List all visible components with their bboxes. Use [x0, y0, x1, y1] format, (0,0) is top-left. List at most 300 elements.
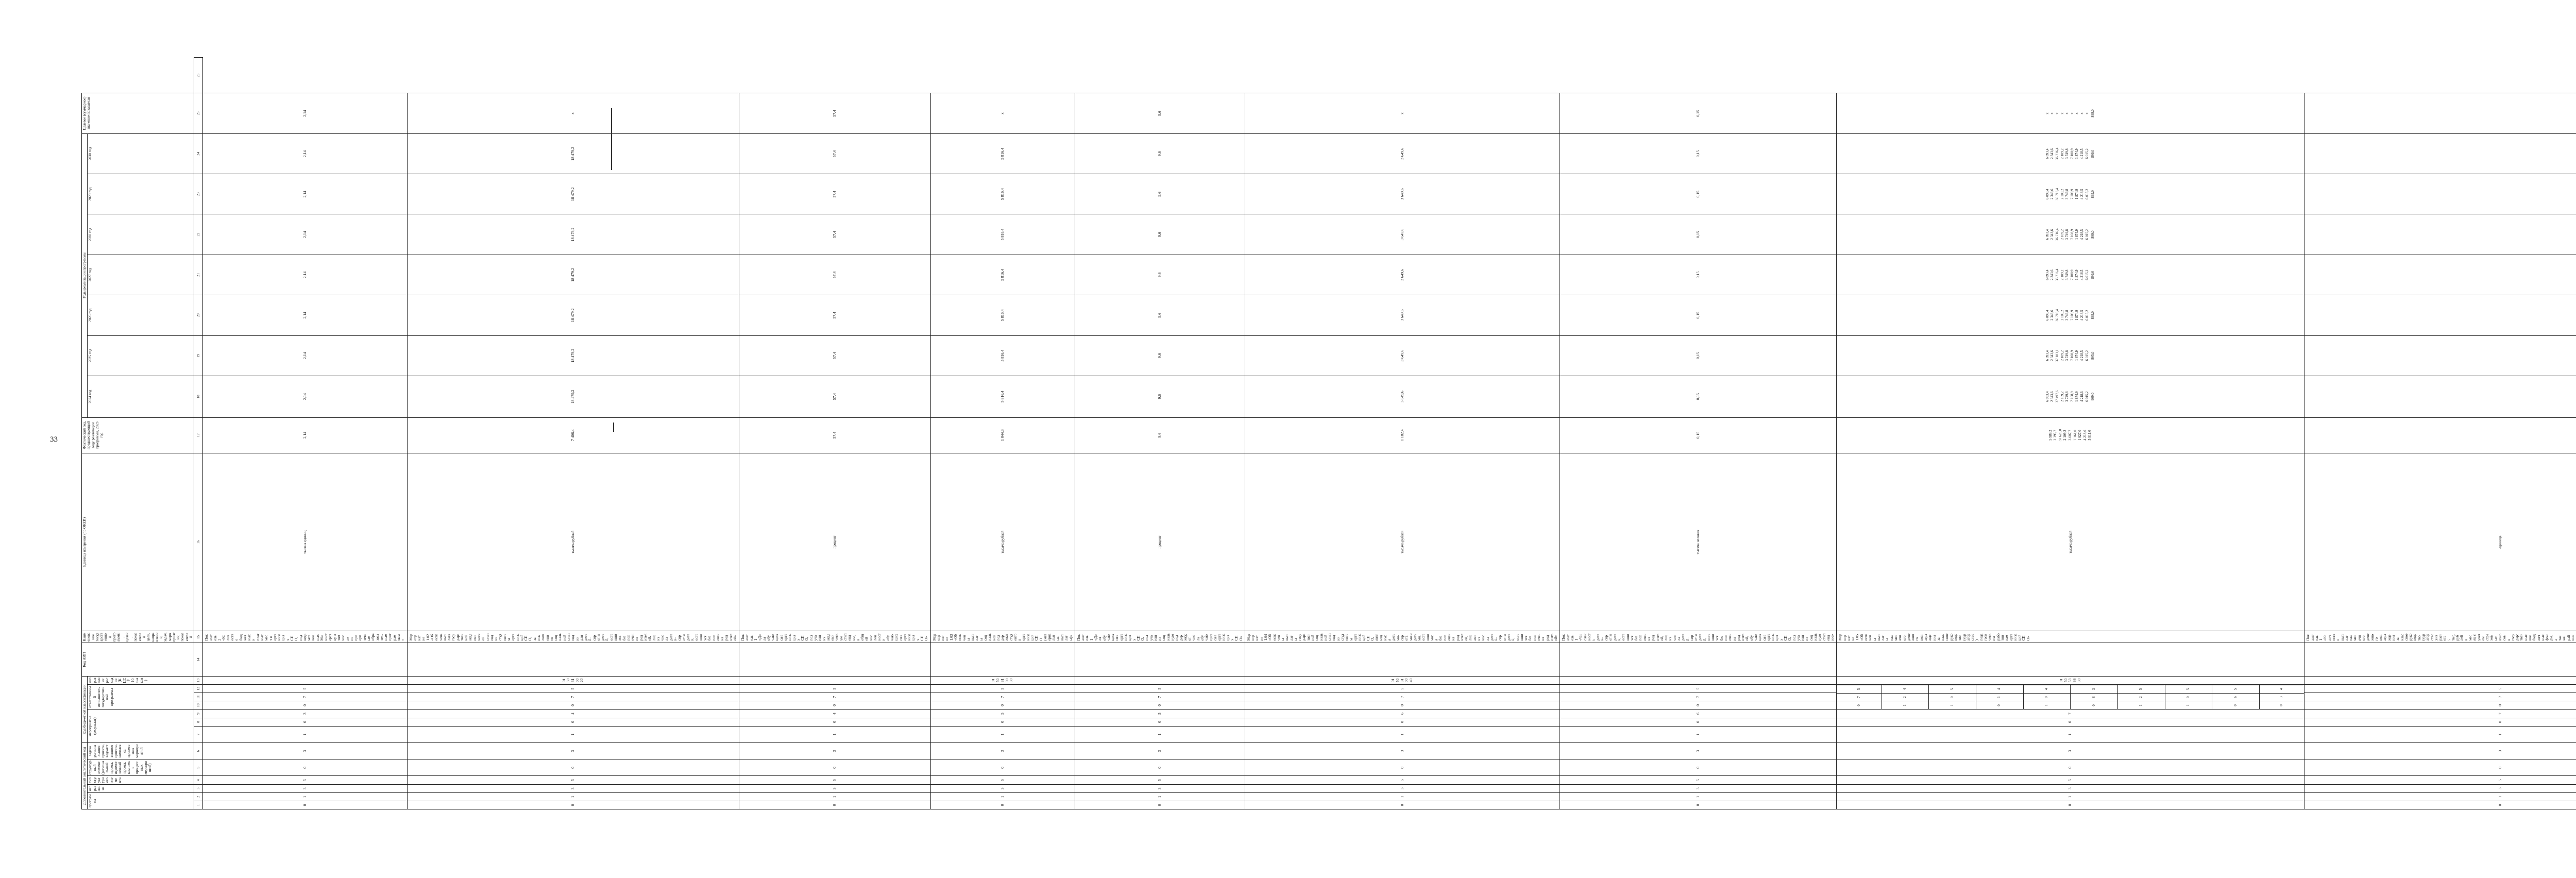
- code-digit: 3: [407, 784, 739, 792]
- value: х: [2060, 112, 2064, 114]
- aip-code: [930, 643, 1075, 677]
- code-digit: 0: [2304, 718, 2576, 726]
- code-digit: 0: [930, 701, 1075, 710]
- code-digit: 1: [1837, 726, 2304, 742]
- header-unit: Единица измерения (по ОКЕИ): [82, 453, 194, 631]
- base-year-value: 2,14: [203, 417, 407, 453]
- code-digit: 0: [203, 718, 407, 726]
- year-value-0: 5 816,4: [930, 376, 1075, 417]
- target-value: х: [930, 93, 1075, 133]
- column-index-15: 15: [194, 631, 203, 643]
- value: 6 015,2: [2085, 269, 2089, 280]
- code-digit: 5: [203, 685, 407, 693]
- value: 6 093,4: [2045, 148, 2049, 159]
- header-struct-type: тип структурного элемента: [88, 776, 194, 784]
- row-name: Показатель 2 «Количество бюджетных и платных мест в организациях СПО, подведомственных Министерству, в том числе по приоритетным образовательным программам»: [203, 631, 407, 643]
- value: 4 218,6: [2083, 430, 2087, 441]
- value: 6 093,4: [2045, 229, 2049, 240]
- column-index-1: 1: [194, 801, 203, 809]
- code-digit: 5: [2304, 776, 2576, 784]
- year-value-5: [2304, 174, 2576, 214]
- header-name: Наименование государственной программы, целей, показателей цели, направлений, задач, мероприятий, показателей: [82, 631, 194, 643]
- code-digit: 1: [203, 726, 407, 742]
- value: 7 108,9: [2070, 229, 2074, 240]
- value: 4 218,5: [2080, 229, 2084, 240]
- year-value-6: 0,15: [1560, 133, 1837, 174]
- year-value-2: 57,4: [739, 295, 930, 335]
- code-digit: 0: [407, 759, 739, 776]
- code-digit: 5: [1075, 776, 1245, 784]
- header-year-1: 2025 год: [88, 335, 194, 376]
- value: 7 108,9: [2070, 189, 2074, 200]
- target-value: х: [1245, 93, 1560, 133]
- value: 37 628,0: [2058, 429, 2062, 442]
- value: 6 093,4: [2045, 269, 2049, 280]
- value: 3 749,8: [2065, 229, 2070, 240]
- unit: тысяча рублей: [930, 453, 1075, 631]
- value: 2 343,6: [2050, 269, 2055, 280]
- code-digit: 3: [2071, 685, 2118, 694]
- unit: тысяча рублей: [1837, 453, 2304, 631]
- code-digit: 3: [1837, 742, 2304, 759]
- code-digit: 5: [203, 776, 407, 784]
- year-value-3: [2304, 255, 2576, 295]
- code-digit: 0: [2023, 693, 2071, 701]
- code-digit: 4: [1976, 685, 2024, 694]
- code-digit: 5: [407, 776, 739, 784]
- value: 905,0: [2091, 351, 2095, 360]
- value: 2 109,2: [2060, 310, 2064, 321]
- code-digit: 1: [2117, 701, 2165, 710]
- code-digit: 4: [739, 710, 930, 718]
- value: 2 343,6: [2050, 229, 2055, 240]
- code-digit: 3: [1560, 742, 1837, 759]
- value: 2 343,6: [2050, 189, 2055, 200]
- column-index-10: 10: [194, 701, 203, 710]
- aip-code: [2304, 643, 2576, 677]
- value: 4 218,5: [2080, 310, 2084, 321]
- year-value-3: 18 479,2: [407, 255, 739, 295]
- code-digit: 5: [407, 685, 739, 693]
- code-digit: 0: [1837, 801, 2304, 809]
- value: 2 343,6: [2050, 148, 2055, 159]
- column-index-9: 9: [194, 710, 203, 718]
- value: 3 749,8: [2065, 310, 2070, 321]
- year-value-4: 5 816,4: [930, 214, 1075, 255]
- kbk-code: [739, 676, 930, 684]
- code-digit: 0: [1560, 759, 1837, 776]
- year-value-0: 2,14: [203, 376, 407, 417]
- year-value-4: 0,15: [1560, 214, 1837, 255]
- code-digit: 0: [739, 701, 930, 710]
- value: 6 093,4: [2045, 350, 2049, 361]
- value: 2 109,2: [2060, 148, 2064, 159]
- value: 3 607,7: [2069, 430, 2073, 441]
- base-year-value: [2304, 417, 2576, 453]
- code-digit: 0: [1837, 701, 1882, 710]
- code-digit: 0: [2304, 701, 2576, 710]
- code-digit: 1: [2304, 792, 2576, 801]
- value: 7 108,9: [2070, 310, 2074, 321]
- header-kbk: направление расходов (КЦСР 10 знаков): [88, 676, 194, 684]
- code-digit: 1: [1245, 792, 1560, 801]
- row-name: Показатель 1 «Доля обучающихся в организациях СПО, получающих социальную поддержку, от числа обучающихся в организациях СПО»: [1075, 631, 1245, 643]
- code-digit: 3: [203, 742, 407, 759]
- code-digit: 0: [2304, 801, 2576, 809]
- code-digit: 5: [930, 776, 1075, 784]
- value: 899,0: [2091, 149, 2095, 158]
- aip-code: [407, 643, 739, 677]
- scan-edge-mark: [613, 423, 614, 432]
- code-digit: 1: [1560, 726, 1837, 742]
- code-digit: 7: [1245, 693, 1560, 701]
- code-digit: 0: [1245, 801, 1560, 809]
- code-digit: 5: [930, 710, 1075, 718]
- year-value-5: 0,15: [1560, 174, 1837, 214]
- code-digit: 3: [407, 742, 739, 759]
- header-years-group: Годы реализации программы: [82, 133, 88, 417]
- code-digit: 0: [203, 701, 407, 710]
- code-digit: 5: [1560, 685, 1837, 693]
- code-digit: 7: [2304, 693, 2576, 701]
- year-value-3: 0,15: [1560, 255, 1837, 295]
- year-value-3: 5 816,4: [930, 255, 1075, 295]
- code-digit: 7: [930, 693, 1075, 701]
- code-digit: 6: [2212, 693, 2260, 701]
- page-number: 33: [50, 435, 58, 444]
- code-digit: 0: [1075, 759, 1245, 776]
- header-additional-code: Дополнительный аналитический код: [82, 742, 88, 809]
- value: 4 218,5: [2080, 269, 2084, 280]
- code-digit: 1: [1245, 726, 1560, 742]
- code-digit: 3: [1837, 784, 2304, 792]
- table-row: [1245, 58, 1560, 809]
- code-digit: 6: [1245, 710, 1560, 718]
- value: 4 218,5: [2080, 148, 2084, 159]
- column-index-4: 4: [194, 776, 203, 784]
- year-value-1: 18 479,2: [407, 335, 739, 376]
- code-digit: 6: [1560, 710, 1837, 718]
- year-value-0: [2304, 376, 2576, 417]
- value: 5 911,0: [2088, 430, 2092, 441]
- code-digit: 3: [1075, 784, 1245, 792]
- column-index-13: 13: [194, 676, 203, 684]
- code-digit: 0: [203, 759, 407, 776]
- value: 2 395,7: [2054, 430, 2058, 441]
- table-row: [739, 58, 930, 809]
- value: 7 108,9: [2070, 350, 2074, 361]
- year-value-6: 2,14: [203, 133, 407, 174]
- year-value-1: [2304, 335, 2576, 376]
- value: 6 015,2: [2085, 189, 2089, 200]
- code-digit: 7: [1560, 693, 1837, 701]
- header-year-4: 2028 год: [88, 214, 194, 255]
- code-digit: 0: [1837, 718, 2304, 726]
- code-digit: 0: [2212, 701, 2260, 710]
- column-index-19: 19: [194, 335, 203, 376]
- kbk-code: 0150310020: [407, 676, 739, 684]
- code-digit: 5: [1075, 710, 1245, 718]
- code-digit: 1: [739, 792, 930, 801]
- code-digit: 3: [203, 710, 407, 718]
- code-digit: 1: [407, 726, 739, 742]
- target-value: х: [407, 93, 739, 133]
- code-digit: 7: [2304, 710, 2576, 718]
- code-digit: 5: [1837, 776, 2304, 784]
- year-value-1: 57,4: [739, 335, 930, 376]
- header-program: программа: [88, 792, 194, 809]
- base-year-value: 1 182,4: [1245, 417, 1560, 453]
- column-index-21: 21: [194, 255, 203, 295]
- header-direction: направление: [88, 784, 194, 792]
- year-value-2: 0,15: [1560, 295, 1837, 335]
- base-year-value: 7 406,4: [407, 417, 739, 453]
- program-table: [81, 57, 2576, 809]
- code-digit: 3: [1560, 784, 1837, 792]
- value: 37 497,6: [2056, 390, 2060, 403]
- row-name: Мероприятие 1.05 «Обеспечены выплаты ежемесячного денежного вознаграждения за классное руководство (кураторство) педагогическим работникам организаций СПО»: [1837, 631, 2304, 643]
- column-index-26: 26: [194, 58, 203, 93]
- column-index-24: 24: [194, 133, 203, 174]
- year-value-2: 18 479,2: [407, 295, 739, 335]
- code-digit: 5: [2304, 685, 2576, 693]
- year-values-4: [1837, 214, 2304, 255]
- rotated-table: [81, 57, 2575, 809]
- value: 6 015,2: [2085, 229, 2089, 240]
- code-digit: 0: [1245, 759, 1560, 776]
- year-value-1: 5 816,4: [930, 335, 1075, 376]
- value: 5 989,2: [2048, 430, 2053, 441]
- value: 899,0: [2091, 109, 2095, 117]
- code-digit: 3: [2259, 693, 2304, 701]
- value: 6 015,2: [2085, 148, 2089, 159]
- value: 7 108,9: [2070, 148, 2074, 159]
- code-digit: 5: [739, 776, 930, 784]
- base-year-value: 1 044,3: [930, 417, 1075, 453]
- unit: тысяча рублей: [1245, 453, 1560, 631]
- code-digit: 1: [203, 792, 407, 801]
- value: 2 109,2: [2060, 229, 2064, 240]
- code-digit: 0: [1837, 759, 2304, 776]
- code-digit: 5: [2165, 685, 2212, 694]
- year-values-3: [1837, 255, 2304, 295]
- code-digit: 0: [407, 701, 739, 710]
- column-index-23: 23: [194, 174, 203, 214]
- code-digit: 1: [1075, 792, 1245, 801]
- value: 1 874,9: [2075, 350, 2079, 361]
- header-base-year: Фактический год, предшествующий году реализации программы, 2023 год: [82, 417, 194, 453]
- year-value-2: [2304, 295, 2576, 335]
- header-year-6: 2030 год: [88, 133, 194, 174]
- code-digit: 5: [930, 685, 1075, 693]
- code-digit: 0: [1075, 701, 1245, 710]
- code-digit: 0: [2071, 701, 2118, 710]
- column-index-22: 22: [194, 214, 203, 255]
- code-digit: 0: [739, 759, 930, 776]
- code-digit: 0: [1245, 701, 1560, 710]
- code-digit: 3: [739, 784, 930, 792]
- row-name: Мероприятие 1.02 «Обеспечена выплата государственной академической стипендии студентам организаций СПО, за исключением социальной стипендии для детей-сирот и детей, оставшихся без попечения родителей, лиц из числа детей-сирот и детей, оставшихся без попечения родителей»: [407, 631, 739, 643]
- column-index-17: 17: [194, 417, 203, 453]
- value: х: [2085, 112, 2089, 114]
- unit: тысяча единиц: [203, 453, 407, 631]
- value: 2 343,6: [2050, 391, 2055, 402]
- code-digit: 1: [2023, 701, 2071, 710]
- year-value-1: 9,6: [1075, 335, 1245, 376]
- year-value-5: 57,4: [739, 174, 930, 214]
- value: 899,0: [2091, 230, 2095, 239]
- aip-code: [739, 643, 930, 677]
- year-value-3: 9,6: [1075, 255, 1245, 295]
- code-digit: 3: [2304, 784, 2576, 792]
- value: 6 093,4: [2045, 310, 2049, 321]
- code-digit: 0: [2165, 693, 2212, 701]
- kbk-code: [2304, 676, 2576, 684]
- column-index-18: 18: [194, 376, 203, 417]
- code-digit: 1: [930, 792, 1075, 801]
- code-digit: 0: [1075, 801, 1245, 809]
- value: 6 093,4: [2045, 189, 2049, 200]
- year-value-2: 9,6: [1075, 295, 1245, 335]
- value: 3 749,8: [2065, 391, 2070, 402]
- value: 1 874,9: [2075, 391, 2079, 402]
- rotated-table-container: [81, 57, 2575, 809]
- code-digit: 3: [739, 742, 930, 759]
- value: 36 716,4: [2056, 309, 2060, 322]
- code-digit: 7: [739, 693, 930, 701]
- value: 2 109,2: [2060, 269, 2064, 280]
- code-digit: 5: [1929, 685, 1976, 694]
- code-digit: 3: [2304, 742, 2576, 759]
- code-digit: 0: [2304, 759, 2576, 776]
- column-index-5: 5: [194, 759, 203, 776]
- code-digit: 5: [739, 685, 930, 693]
- code-digit: 3: [203, 784, 407, 792]
- code-digit: 3: [1245, 742, 1560, 759]
- header-struct-element: структурный элемент (региональный проект, ведомственный проект, комплекс процессных мероприятий): [88, 759, 194, 776]
- code-digit: 4: [2023, 685, 2071, 694]
- code-digit: 0: [739, 718, 930, 726]
- column-index-6: 6: [194, 742, 203, 759]
- value: 4 218,5: [2080, 189, 2084, 200]
- column-index-11: 11: [194, 693, 203, 701]
- table-row: [1837, 58, 2304, 809]
- value: 6 093,4: [2045, 391, 2049, 402]
- year-value-0: 18 479,2: [407, 376, 739, 417]
- header-task: задача регионального проекта, ведомственного проекта, комплекса процессных мероприятий: [88, 742, 194, 759]
- value: х: [2070, 112, 2074, 114]
- code-digit: 7: [407, 693, 739, 701]
- code-digit: 8: [2071, 693, 2118, 701]
- code-digit: 0: [407, 718, 739, 726]
- value: х: [2056, 112, 2060, 114]
- column-index-14: 14: [194, 643, 203, 677]
- value: 899,0: [2091, 311, 2095, 319]
- column-index-20: 20: [194, 295, 203, 335]
- value: 2 343,6: [2050, 310, 2055, 321]
- value: 2 109,2: [2060, 391, 2064, 402]
- target-value: 57,4: [739, 93, 930, 133]
- code-digit: 5: [1245, 685, 1560, 693]
- value: 7 108,9: [2070, 269, 2074, 280]
- row-name: Показатель 1 «Доля обучающихся в организациях СПО, получающих академическую стипендию, в общей численности обучающихся в организациях СПО»: [739, 631, 930, 643]
- code-digit: 0: [407, 801, 739, 809]
- value: 1 874,9: [2075, 310, 2079, 321]
- code-digit: 5: [2212, 685, 2260, 694]
- year-value-1: 3 649,6: [1245, 335, 1560, 376]
- scan-edge-mark: [611, 108, 612, 170]
- year-value-3: 3 649,6: [1245, 255, 1560, 295]
- target-value: 9,6: [1075, 93, 1245, 133]
- year-values-1: [1837, 335, 2304, 376]
- year-values-5: [1837, 174, 2304, 214]
- row-name: Показатель 1 «Количество выплат ежемесячного денежного вознаграждения за классное руководство (кураторство) из расчета 5 тыс. рублей в месяц с учетом страховых взносов в государственные внебюджетные фонды, а также районн: [2304, 631, 2576, 643]
- aip-code: [1245, 643, 1560, 677]
- unit: тысяча рублей: [407, 453, 739, 631]
- year-value-2: 5 816,4: [930, 295, 1075, 335]
- year-value-4: 18 479,2: [407, 214, 739, 255]
- value: 899,0: [2091, 271, 2095, 279]
- column-index-12: 12: [194, 685, 203, 693]
- code-digit: 0: [930, 801, 1075, 809]
- value: 3 749,8: [2065, 269, 2070, 280]
- column-index-7: 7: [194, 726, 203, 742]
- year-value-5: 18 479,2: [407, 174, 739, 214]
- year-value-4: 57,4: [739, 214, 930, 255]
- year-value-5: 9,6: [1075, 174, 1245, 214]
- value: 36 716,4: [2056, 228, 2060, 241]
- code-digit: 1: [930, 726, 1075, 742]
- header-code-aip: Код АИП: [82, 643, 194, 677]
- kbk-code: [1075, 676, 1245, 684]
- value: х: [2045, 112, 2049, 114]
- kbk-code: 0150310030: [930, 676, 1075, 684]
- year-value-6: [2304, 133, 2576, 174]
- kbk-code: 0150310040: [1245, 676, 1560, 684]
- year-value-2: 2,14: [203, 295, 407, 335]
- kbk-code: [1560, 676, 1837, 684]
- responsible-subgrid: [1837, 685, 2304, 709]
- row-name: Показатель 1 «Численность детей-сирот и детей, оставшихся без попечения родителей, лиц из числа детей-сирот и детей, оставшихся без попечения родителей, обучающихся в организациях СПО, получающих социальную стипендию»: [1560, 631, 1837, 643]
- year-value-0: 0,15: [1560, 376, 1837, 417]
- value: 6 015,2: [2085, 391, 2089, 402]
- code-digit: 1: [407, 792, 739, 801]
- code-digit: 1: [1976, 693, 2024, 701]
- code-digit: 0: [1976, 701, 2024, 710]
- target-value: 0,15: [1560, 93, 1837, 133]
- year-value-6: 9,6: [1075, 133, 1245, 174]
- code-digit: 5: [1837, 685, 1882, 694]
- value: 1 874,9: [2075, 148, 2079, 159]
- code-digit: 7: [1837, 710, 2304, 718]
- code-digit: 0: [1560, 701, 1837, 710]
- code-digit: 1: [1075, 726, 1245, 742]
- table-row: [1560, 58, 1837, 809]
- code-digit: 1: [1560, 792, 1837, 801]
- code-digit: 0: [1075, 718, 1245, 726]
- header-responsible: ответственный исполнитель государственной программы: [88, 685, 194, 710]
- year-value-5: 5 816,4: [930, 174, 1075, 214]
- code-digit: 0: [1929, 693, 1976, 701]
- base-year-value: 57,4: [739, 417, 930, 453]
- value: 37 183,1: [2056, 349, 2060, 362]
- value: 1 874,9: [2075, 229, 2079, 240]
- value: 909,0: [2091, 393, 2095, 401]
- row-name: Мероприятие 1.04 «Обеспечены выплаты государственной социальной стипендии студентам организаций СПО, являющимся детьми-сиротами и детьми, оставшимися без попечения родителей, лицами из числа детей-сирот и детей, оставшихся без попечения родителей»: [1245, 631, 1560, 643]
- year-value-6: 18 479,2: [407, 133, 739, 174]
- value: 7 161,0: [2073, 430, 2077, 441]
- table-row: [1075, 58, 1245, 809]
